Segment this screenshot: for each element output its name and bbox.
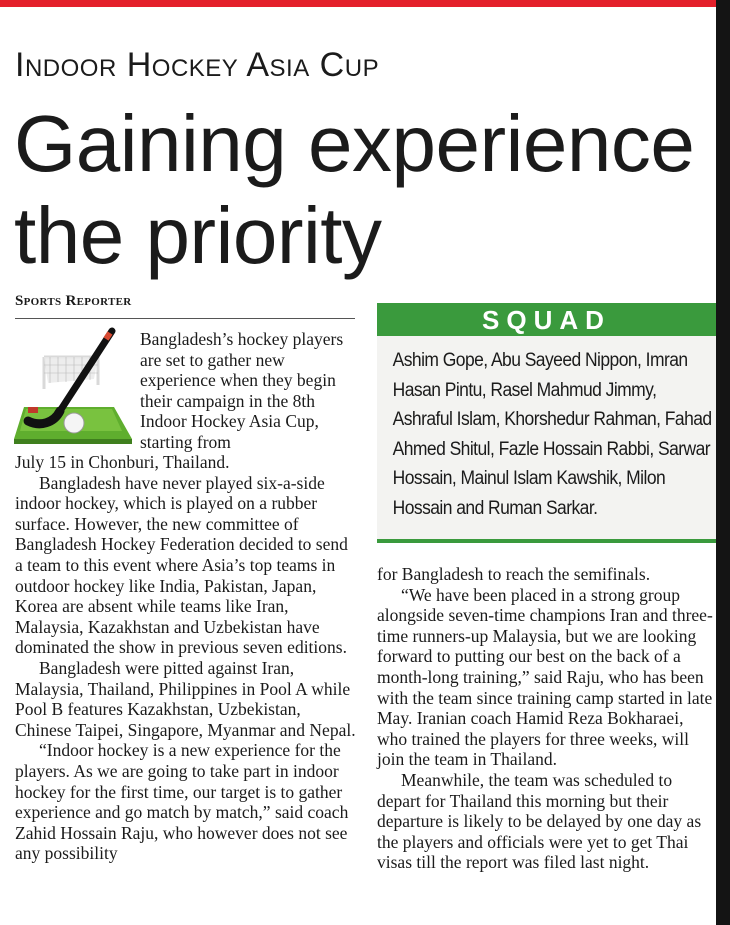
squad-names: Ashim Gope, Abu Sayeed Nippon, Imran Hasan Pintu, Rasel Mahmud Jimmy, Ashraful Islam, Khorshedur Rahman, Fahad Ahmed Shitul, Fazle Hossain Rabbi, Sarwar Hossain, Mainul Islam Kawshik, Milon Hossain and Ruman Sarkar.: [392, 350, 712, 519]
squad-box: [377, 303, 716, 543]
byline: Sports Reporter: [15, 293, 132, 309]
hockey-stick-ball-goal-icon: [14, 327, 132, 445]
left-column: [15, 452, 358, 864]
headline-line-2: the priority: [14, 191, 382, 280]
body-paragraph: “We have been placed in a strong group alongside seven-time champions Iran and three-time runners-up Malaysia, but we are looking forward to putting our best on the back of a month-long training,” said Raju, who has been with the team since training camp started in late May. Iranian coach Hamid Reza Bokharaei, who trained the players for three weeks, will join the team in Thailand.: [377, 584, 713, 770]
right-column: [377, 564, 717, 873]
body-paragraph: Bangladesh have never played six-a-side indoor hockey, which is played on a rubber surface. However, the new committee of Bangladesh Hockey Federation decided to send a team to this event where Asia’s top teams in outdoor hockey like India, Pakistan, Japan, Korea are absent while teams like Iran, Malaysia, Kazakhstan and Uzbekistan have dominated the show in previous seven editions.: [15, 472, 348, 658]
top-accent-bar: [0, 0, 716, 7]
intro-paragraph: Bangladesh’s hockey players are set to gather new experience when they begin their campaign in the 8th Indoor Hockey Asia Cup, starting from: [140, 329, 344, 452]
body-paragraph: Meanwhile, the team was scheduled to depart for Thailand this morning but their departure is likely to be delayed by one day as the players and officials were yet to get Thai visas till the report was filed last night.: [377, 769, 702, 873]
byline-divider: [15, 318, 355, 319]
section-kicker: Indoor Hockey Asia Cup: [15, 46, 380, 84]
body-paragraph: for Bangladesh to reach the semifinals.: [377, 564, 651, 584]
body-paragraph: Bangladesh were pitted against Iran, Malaysia, Thailand, Philippines in Pool A while Pool B features Kazakhstan, Uzbekistan, Chinese Taipei, Singapore, Myanmar and Nepal.: [15, 657, 356, 740]
headline-line-1: Gaining experience: [14, 99, 695, 188]
body-paragraph: July 15 in Chonburi, Thailand.: [15, 452, 230, 472]
headline: [14, 98, 714, 282]
squad-title: SQUAD: [377, 303, 716, 336]
body-paragraph: “Indoor hockey is a new experience for the players. As we are going to take part in indoor hockey for the first time, our target is to gather experience and go match by match,” said coach Zahid Hossain Raju, who however does not see any possibility: [15, 740, 349, 864]
